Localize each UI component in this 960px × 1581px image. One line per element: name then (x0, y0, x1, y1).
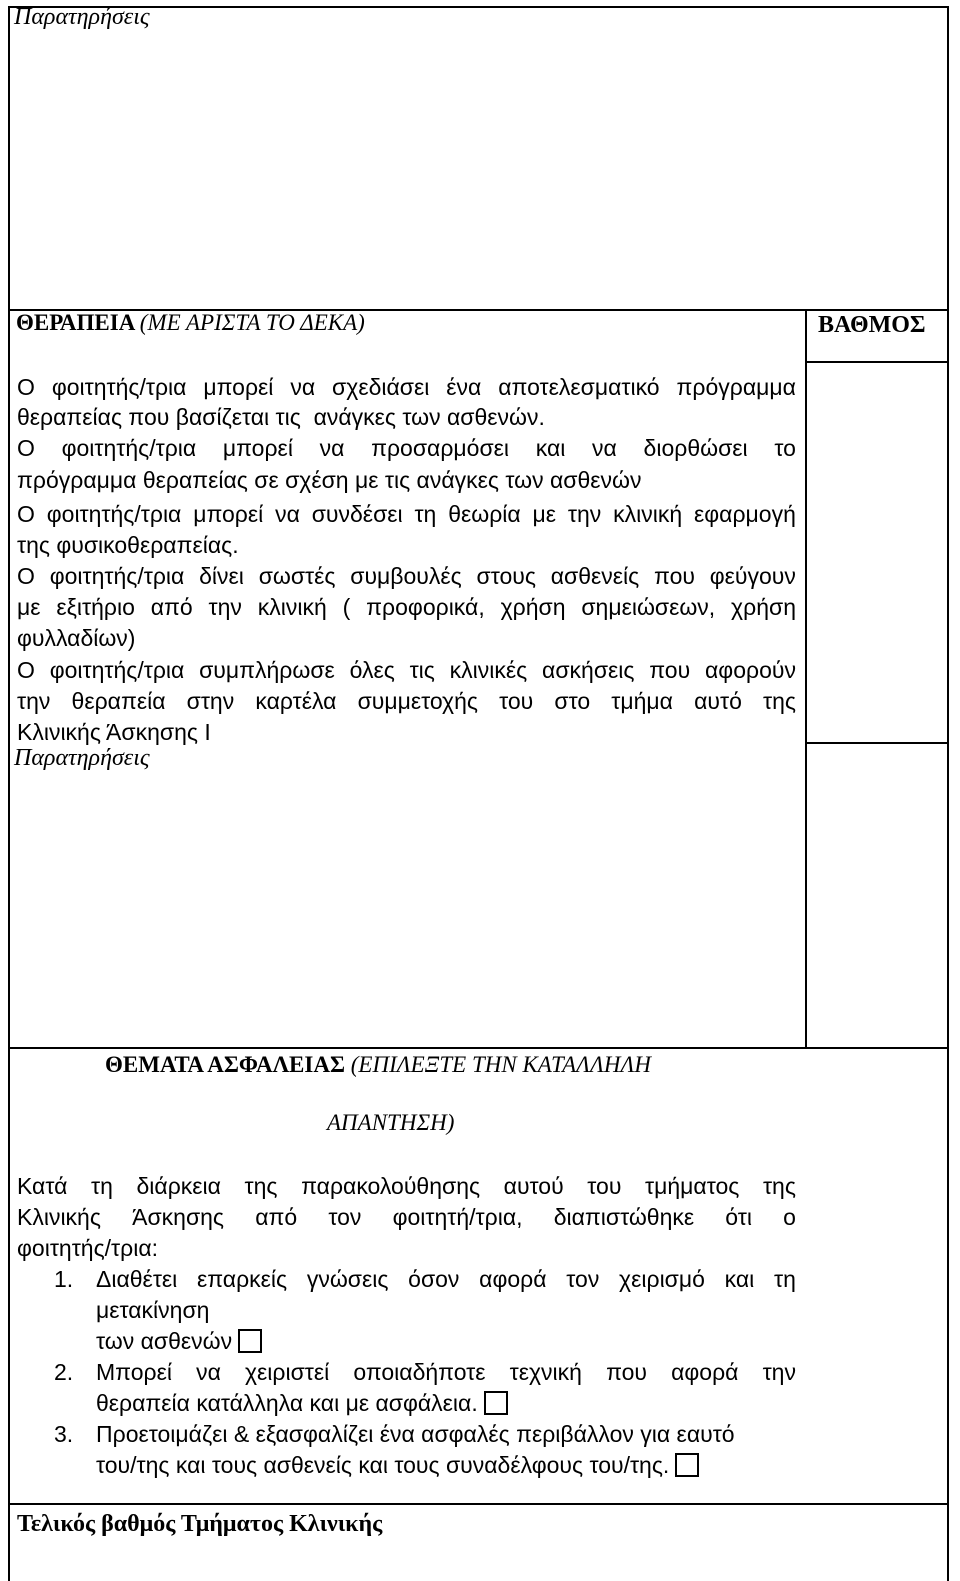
text-word: αποτελεσματικό (498, 374, 660, 400)
text-word: στην (186, 688, 235, 714)
safety-item-2-line-2-row (96, 1388, 508, 1419)
text-word: αφορούν (704, 657, 796, 683)
text-word: χειρισμό (619, 1266, 705, 1292)
text-word: να (196, 1359, 221, 1385)
safety-item-3-number: 3. (54, 1421, 74, 1447)
text-word: της (244, 1173, 278, 1199)
text-word: χειριστεί (244, 1359, 330, 1385)
text-word: Ο (17, 563, 35, 589)
criterion-5-line-1 (17, 655, 796, 686)
text-word: καρτέλα (255, 688, 337, 714)
text-word: συμμετοχής (357, 688, 478, 714)
row-divider-final (8, 1503, 949, 1505)
safety-item-3-line-2-row (96, 1450, 699, 1481)
text-word: τη (774, 1266, 796, 1292)
criterion-4-line-3: φυλλαδίων) (17, 625, 136, 651)
text-word: χρήση (500, 594, 566, 620)
text-word: από (150, 594, 193, 620)
text-word: ασθενείς (550, 563, 640, 589)
text-word: να (290, 374, 316, 400)
text-word: να (592, 435, 617, 461)
text-word: όλες (349, 657, 395, 683)
text-word: της (763, 688, 796, 714)
remarks-heading-therapy: Παρατηρήσεις (14, 745, 150, 771)
text-word: χρήση (731, 594, 796, 620)
text-word: και (724, 1266, 755, 1292)
text-word: που (654, 563, 695, 589)
text-word: διάρκεια (136, 1173, 221, 1199)
text-word: από (255, 1204, 298, 1230)
safety-intro-line-2 (17, 1202, 796, 1233)
text-word: συμπλήρωσε (199, 657, 335, 683)
text-word: Ο (17, 657, 35, 683)
text-word: κλινική (257, 594, 327, 620)
criterion-5-line-3: Κλινικής Άσκησης Ι (17, 719, 211, 745)
text-word: Άσκησης (132, 1204, 225, 1230)
safety-item-2-line-2: θεραπεία κατάλληλα και με ασφάλεια. (96, 1390, 478, 1416)
criterion-4-line-1 (17, 561, 796, 592)
text-word: στους (476, 563, 536, 589)
safety-heading-note-1: (ΕΠΙΛΕΞΤΕ ΤΗΝ ΚΑΤΑΛΛΗΛΗ (350, 1052, 652, 1077)
text-word: θεωρία (448, 501, 521, 527)
text-word: αφορά (671, 1359, 739, 1385)
safety-item-1-line-1 (96, 1264, 796, 1295)
text-word: της (762, 1173, 796, 1199)
text-word: κλινικές (449, 657, 528, 683)
criterion-2-line-1 (17, 433, 796, 464)
text-word: Μπορεί (96, 1359, 172, 1385)
text-word: προφορικά, (366, 594, 485, 620)
text-word: οποιαδήποτε (353, 1359, 486, 1385)
text-word: τεχνική (509, 1359, 582, 1385)
remarks-heading-top: Παρατηρήσεις (14, 4, 150, 30)
text-word: Ο (17, 374, 35, 400)
safety-heading-note-2: ΑΠΑΝΤΗΣΗ) (327, 1110, 455, 1135)
text-word: τον (328, 1204, 362, 1230)
safety-heading (105, 1052, 651, 1078)
text-word: εξιτήριο (56, 594, 135, 620)
safety-intro-line-3: φοιτητής/τρια: (17, 1235, 159, 1261)
text-word: διορθώσει (643, 435, 748, 461)
row-divider-criteria (805, 742, 949, 744)
table-border-left (8, 6, 10, 1581)
column-divider-grade (805, 309, 807, 1048)
text-word: την (762, 1359, 796, 1385)
text-word: ( (342, 594, 351, 620)
final-grade-label: Τελικός βαθμός Τμήματος Κλινικής (17, 1511, 383, 1537)
text-word: σχεδιάσει (332, 374, 430, 400)
grade-column-header: ΒΑΘΜΟΣ (818, 312, 926, 338)
therapy-heading-note: (ΜΕ ΑΡΙΣΤΑ ΤΟ ΔΕΚΑ) (139, 310, 365, 335)
text-word: Διαθέτει (96, 1266, 178, 1292)
text-word: τμήμα (611, 688, 673, 714)
criterion-3-line-1 (17, 499, 796, 530)
therapy-heading (16, 310, 365, 336)
safety-item-2-line-1 (96, 1357, 796, 1388)
text-word: του (587, 1173, 622, 1199)
text-word: Κλινικής (17, 1204, 101, 1230)
safety-heading-text: ΘΕΜΑΤΑ ΑΣΦΑΛΕΙΑΣ (105, 1052, 345, 1077)
text-word: φοιτητής/τρια (61, 435, 197, 461)
text-word: που (606, 1359, 647, 1385)
text-word: μπορεί (222, 435, 293, 461)
text-word: την (208, 594, 242, 620)
text-word: κλινική (613, 501, 683, 527)
criterion-1-line-2: θεραπείας που βασίζεται τις ανάγκες των ασθενών. (17, 404, 545, 430)
text-word: φεύγουν (709, 563, 796, 589)
safety-item-3-checkbox[interactable] (675, 1453, 699, 1477)
table-border-right (947, 6, 949, 1581)
text-word: την (567, 501, 602, 527)
text-word: φοιτητής/τρια (46, 501, 182, 527)
safety-item-1-number: 1. (54, 1266, 74, 1292)
text-word: δίνει (199, 563, 244, 589)
grade-header-divider (805, 361, 949, 363)
text-word: του (499, 688, 534, 714)
safety-item-1-line-3-row (96, 1326, 262, 1357)
text-word: τη (91, 1173, 113, 1199)
text-word: Ο (17, 501, 35, 527)
text-word: τμήματος (645, 1173, 740, 1199)
criterion-2-line-2: πρόγραμμα θεραπείας σε σχέση με τις ανάγκες των ασθενών (17, 467, 642, 493)
safety-item-1-checkbox[interactable] (238, 1329, 262, 1353)
text-word: Κατά (17, 1173, 68, 1199)
text-word: συμβουλές (350, 563, 462, 589)
text-word: θεραπεία (71, 688, 166, 714)
text-word: γνώσεις (306, 1266, 389, 1292)
safety-intro-line-1 (17, 1171, 796, 1202)
text-word: παρακολούθησης (301, 1173, 481, 1199)
criterion-5-line-2 (17, 686, 796, 717)
criterion-3-line-2: της φυσικοθεραπείας. (17, 532, 239, 558)
text-word: ασκήσεις (542, 657, 635, 683)
text-word: μπορεί (203, 374, 274, 400)
criterion-4-line-2 (17, 592, 796, 623)
safety-item-1-line-2: μετακίνηση (96, 1297, 210, 1323)
text-word: τον (566, 1266, 600, 1292)
text-word: το (774, 435, 796, 461)
text-word: συνδέσει (311, 501, 403, 527)
text-word: με (17, 594, 41, 620)
text-word: όσον (408, 1266, 460, 1292)
text-word: ένα (446, 374, 482, 400)
text-word: αυτό (694, 688, 742, 714)
text-word: φοιτητής/τρια (49, 563, 185, 589)
text-word: τη (414, 501, 437, 527)
safety-item-2-number: 2. (54, 1359, 74, 1385)
text-word: ότι (725, 1204, 752, 1230)
text-word: Ο (17, 435, 35, 461)
text-word: μπορεί (193, 501, 264, 527)
text-word: φοιτητής/τρια (51, 374, 187, 400)
text-word: να (275, 501, 300, 527)
text-word: φοιτητής/τρια (49, 657, 185, 683)
text-word: στο (554, 688, 591, 714)
row-divider-safety (8, 1047, 949, 1049)
text-word: να (319, 435, 345, 461)
therapy-heading-text: ΘΕΡΑΠΕΙΑ (16, 310, 135, 335)
text-word: επαρκείς (196, 1266, 288, 1292)
text-word: που (649, 657, 691, 683)
text-word: εφαρμογή (694, 501, 796, 527)
text-word: αφορά (479, 1266, 547, 1292)
safety-item-2-checkbox[interactable] (484, 1391, 508, 1415)
text-word: σημειώσεων, (581, 594, 716, 620)
text-word: πρόγραμμα (676, 374, 796, 400)
text-word: με (532, 501, 557, 527)
safety-item-1-line-3: των ασθενών (96, 1328, 233, 1354)
text-word: προσαρμόσει (371, 435, 510, 461)
text-word: φοιτητή/τρια, (392, 1204, 523, 1230)
text-word: σωστές (258, 563, 336, 589)
text-word: και (535, 435, 566, 461)
text-word: τις (409, 657, 435, 683)
text-word: διαπιστώθηκε (553, 1204, 695, 1230)
criterion-1-line-1 (17, 372, 796, 403)
safety-item-3-line-2: του/της και τους ασθενείς και τους συναδέλφους του/της. (96, 1452, 670, 1478)
safety-item-3-line-1: Προετοιμάζει & εξασφαλίζει ένα ασφαλές περιβάλλον για εαυτό (96, 1421, 735, 1447)
text-word: ο (783, 1204, 796, 1230)
text-word: την (17, 688, 51, 714)
text-word: αυτού (503, 1173, 564, 1199)
